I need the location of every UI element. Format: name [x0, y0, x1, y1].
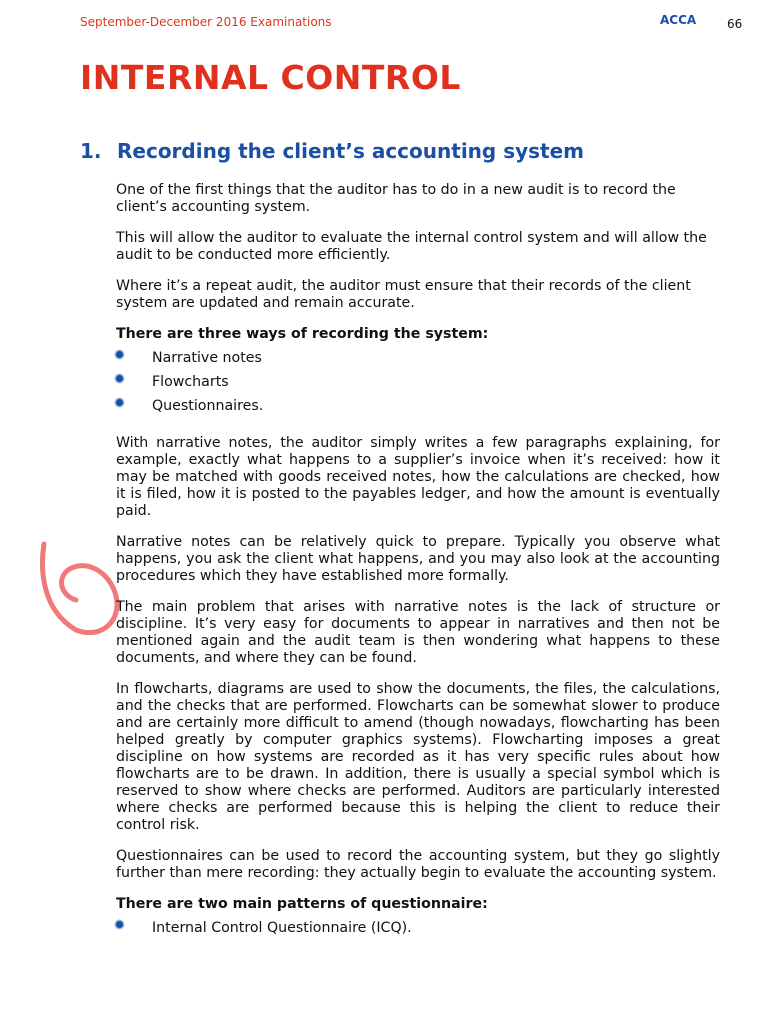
list-item: [116, 397, 720, 421]
ways-list: [116, 349, 720, 421]
list-item-label: Narrative notes: [152, 350, 262, 366]
list-item-label: Questionnaires.: [152, 398, 264, 414]
document-body: [116, 182, 720, 957]
patterns-list: [116, 919, 720, 943]
bullet-icon: [116, 375, 123, 382]
section-number: 1.: [80, 139, 102, 163]
header-exam-session: September-December 2016 Examinations: [80, 15, 332, 29]
patterns-heading: There are two main patterns of questionnaire:: [116, 896, 488, 912]
ways-heading: There are three ways of recording the system:: [116, 326, 489, 342]
section-heading: [80, 139, 584, 163]
page-number: 66: [727, 17, 743, 31]
paragraph-questionnaires: Questionnaires can be used to record the accounting system, but they go slightly further than mere recording: they actually begin to evaluate the accounting system.: [116, 848, 720, 881]
paragraph-narrative-notes: With narrative notes, the auditor simply writes a few paragraphs explaining, for example, exactly what happens to a supplier’s invoice when it’s received: how it may be matched with goods received notes, how the calculations are checked, how it is filed, how it is posted to the payables ledger, and how the amount is eventually paid.: [116, 435, 720, 519]
page-title: INTERNAL CONTROL: [80, 58, 461, 97]
list-item-label: Internal Control Questionnaire (ICQ).: [152, 920, 412, 936]
paragraph-narrative-problem: The main problem that arises with narrative notes is the lack of structure or discipline. It’s very easy for documents to appear in narratives and then not be mentioned again and the audit team is then wondering what happens to these documents, and where they can be found.: [116, 599, 720, 666]
paragraph-narrative-quick: Narrative notes can be relatively quick to prepare. Typically you observe what happens, you ask the client what happens, and you may also look at the accounting procedures which they have established more formally.: [116, 534, 720, 584]
list-item-label: Flowcharts: [152, 374, 229, 390]
bullet-icon: [116, 399, 123, 406]
list-item: [116, 349, 720, 373]
paragraph-repeat-audit: Where it’s a repeat audit, the auditor must ensure that their records of the client system are updated and remain accurate.: [116, 278, 691, 311]
header-brand: ACCA: [660, 13, 697, 27]
bullet-icon: [116, 351, 123, 358]
list-item: [116, 919, 720, 943]
bullet-icon: [116, 921, 123, 928]
section-title: Recording the client’s accounting system: [117, 139, 585, 163]
paragraph-flowcharts: In flowcharts, diagrams are used to show the documents, the files, the calculations, and the checks that are performed. Flowcharts can be somewhat slower to produce and are certainly more difficult to amend (though nowadays, flowcharting has been helped greatly by computer graphics systems). Flowcharting imposes a great discipline on how systems are recorded as it has very specific rules about how flowcharts are to be drawn. In addition, there is usually a special symbol which is reserved to show where checks are performed. Auditors are particularly interested where checks are performed because this is helping the client to reduce their control risk.: [116, 681, 720, 833]
paragraph-evaluate: This will allow the auditor to evaluate the internal control system and will allow the audit to be conducted more efficiently.: [116, 230, 707, 263]
list-item: [116, 373, 720, 397]
decorative-swirl-icon: [36, 540, 126, 640]
paragraph-intro: One of the first things that the auditor has to do in a new audit is to record the client’s accounting system.: [116, 182, 676, 215]
